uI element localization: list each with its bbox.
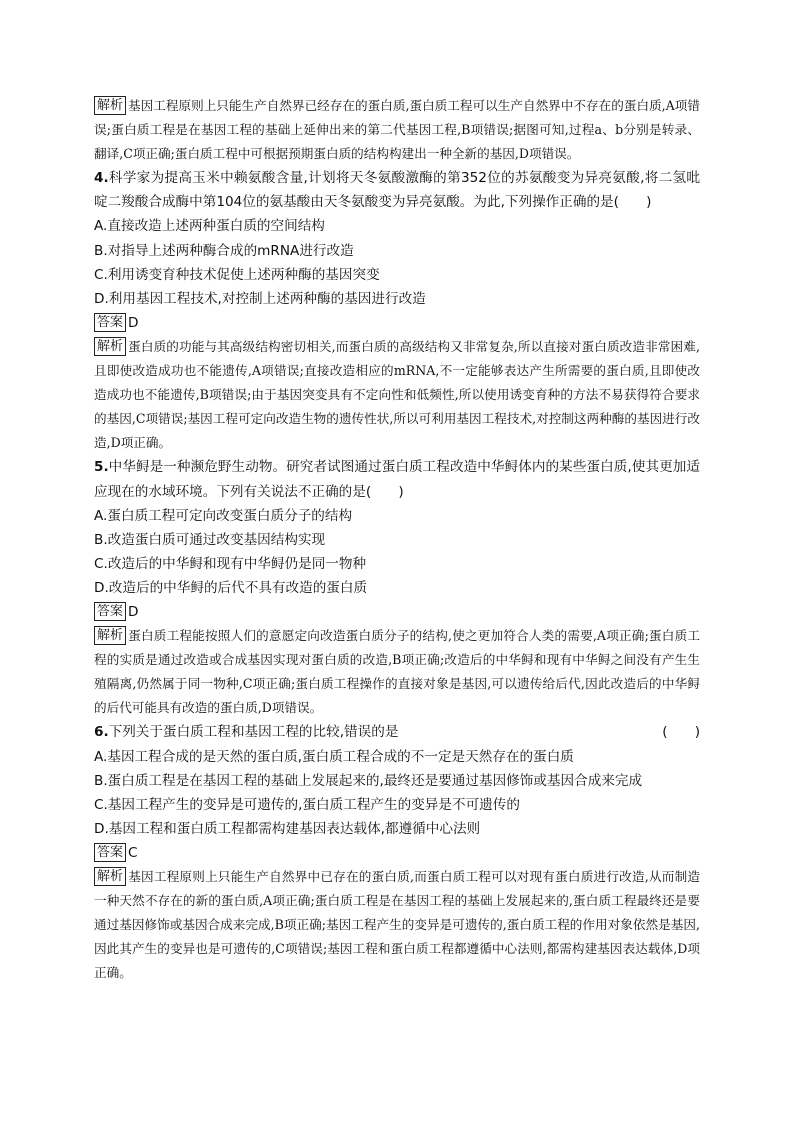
q6-option-c: C.基因工程产生的变异是可遗传的,蛋白质工程产生的变异是不可遗传的 xyxy=(94,796,520,813)
explanation-tag: 解析 xyxy=(94,337,126,356)
q4-answer xyxy=(94,311,700,335)
answer-tag: 答案 xyxy=(94,843,126,862)
q4-stem xyxy=(94,166,700,214)
q6-answer-value: C xyxy=(128,844,138,861)
q6-number: 6. xyxy=(94,724,109,741)
q5-number: 5. xyxy=(94,459,109,476)
q3-explanation-text: 基因工程原则上只能生产自然界已经存在的蛋白质,蛋白质工程可以生产自然界中不存在的蛋白质,A项错误;蛋白质工程是在基因工程的基础上延伸出来的第二代基因工程,B项错误;据图可知,过程a、b分别是转录、翻译,C项正确;蛋白质工程中可根据预期蛋白质的结构构建出一种全新的基因,D项错误。 xyxy=(94,98,700,162)
q5-stem-text: 中华鲟是一种濒危野生动物。研究者试图通过蛋白质工程改造中华鲟体内的某些蛋白质,使其更加适应现在的水域环境。下列有关说法不正确的是( ) xyxy=(94,459,700,500)
q6-answer-paren: ( ) xyxy=(662,724,700,741)
q4-answer-value: D xyxy=(128,314,139,331)
q4-number: 4. xyxy=(94,170,109,187)
q6-explanation xyxy=(94,865,700,985)
q5-option-c: C.改造后的中华鲟和现有中华鲟仍是同一物种 xyxy=(94,555,367,572)
q6-option-a: A.基因工程合成的是天然的蛋白质,蛋白质工程合成的不一定是天然存在的蛋白质 xyxy=(94,748,574,765)
q5-option-b: B.改造蛋白质可通过改变基因结构实现 xyxy=(94,531,326,548)
page-content xyxy=(94,94,700,985)
q4-option-b: B.对指导上述两种酶合成的mRNA进行改造 xyxy=(94,242,354,259)
q4-option-a: A.直接改造上述两种蛋白质的空间结构 xyxy=(94,218,325,235)
q5-option-d: D.改造后的中华鲟的后代不具有改造的蛋白质 xyxy=(94,579,368,596)
q5-option-a: A.蛋白质工程可定向改变蛋白质分子的结构 xyxy=(94,507,353,524)
q6-stem xyxy=(94,720,700,744)
q4-option-d: D.利用基因工程技术,对控制上述两种酶的基因进行改造 xyxy=(94,290,426,307)
q6-explanation-text: 基因工程原则上只能生产自然界中已存在的蛋白质,而蛋白质工程可以对现有蛋白质进行改造,从而制造一种天然不存在的新的蛋白质,A项正确;蛋白质工程是在基因工程的基础上发展起来的,蛋白质工程最终还是要通过基因修饰或基因合成来完成,B项正确;基因工程产生的变异是可遗传的,蛋白质工程的作用对象依然是基因,因此其产生的变异也是可遗传的,C项错误;基因工程和蛋白质工程都遵循中心法则,都需构建基因表达载体,D项正确。 xyxy=(94,869,700,981)
explanation-tag: 解析 xyxy=(94,867,126,886)
q6-answer xyxy=(94,841,700,865)
q5-stem xyxy=(94,455,700,503)
q5-answer xyxy=(94,600,700,624)
q4-explanation xyxy=(94,335,700,455)
q6-option-b: B.蛋白质工程是在基因工程的基础上发展起来的,最终还是要通过基因修饰或基因合成来完成 xyxy=(94,772,643,789)
q6-option-d: D.基因工程和蛋白质工程都需构建基因表达载体,都遵循中心法则 xyxy=(94,820,481,837)
answer-tag: 答案 xyxy=(94,313,126,332)
q5-explanation-text: 蛋白质工程能按照人们的意愿定向改造蛋白质分子的结构,使之更加符合人类的需要,A项正确;蛋白质工程的实质是通过改造或合成基因实现对蛋白质的改造,B项正确;改造后的中华鲟和现有中华鲟之间没有产生生殖隔离,仍然属于同一物种,C项正确;蛋白质工程操作的直接对象是基因,可以遗传给后代,因此改造后的中华鲟的后代可能具有改造的蛋白质,D项错误。 xyxy=(94,628,700,716)
q6-stem-text: 下列关于蛋白质工程和基因工程的比较,错误的是 xyxy=(108,724,399,741)
q5-explanation xyxy=(94,624,700,720)
q4-explanation-text: 蛋白质的功能与其高级结构密切相关,而蛋白质的高级结构又非常复杂,所以直接对蛋白质改造非常困难,且即使改造成功也不能遗传,A项错误;直接改造相应的mRNA,不一定能够表达产生所需要的蛋白质,且即使改造成功也不能遗传,B项错误;由于基因突变具有不定向性和低频性,所以使用诱变育种的方法不易获得符合要求的基因,C项错误;基因工程可定向改造生物的遗传性状,所以可利用基因工程技术,对控制这两种酶的基因进行改造,D项正确。 xyxy=(94,338,700,451)
answer-tag: 答案 xyxy=(94,602,126,621)
q4-stem-text: 科学家为提高玉米中赖氨酸含量,计划将天冬氨酸激酶的第352位的苏氨酸变为异亮氨酸,将二氢吡啶二羧酸合成酶中第104位的氨基酸由天冬氨酸变为异亮氨酸。为此,下列操作正确的是( ) xyxy=(94,170,700,211)
explanation-tag: 解析 xyxy=(94,96,126,115)
explanation-tag: 解析 xyxy=(94,626,126,645)
q3-explanation xyxy=(94,94,700,166)
q4-option-c: C.利用诱变育种技术促使上述两种酶的基因突变 xyxy=(94,266,380,283)
q5-answer-value: D xyxy=(128,603,139,620)
